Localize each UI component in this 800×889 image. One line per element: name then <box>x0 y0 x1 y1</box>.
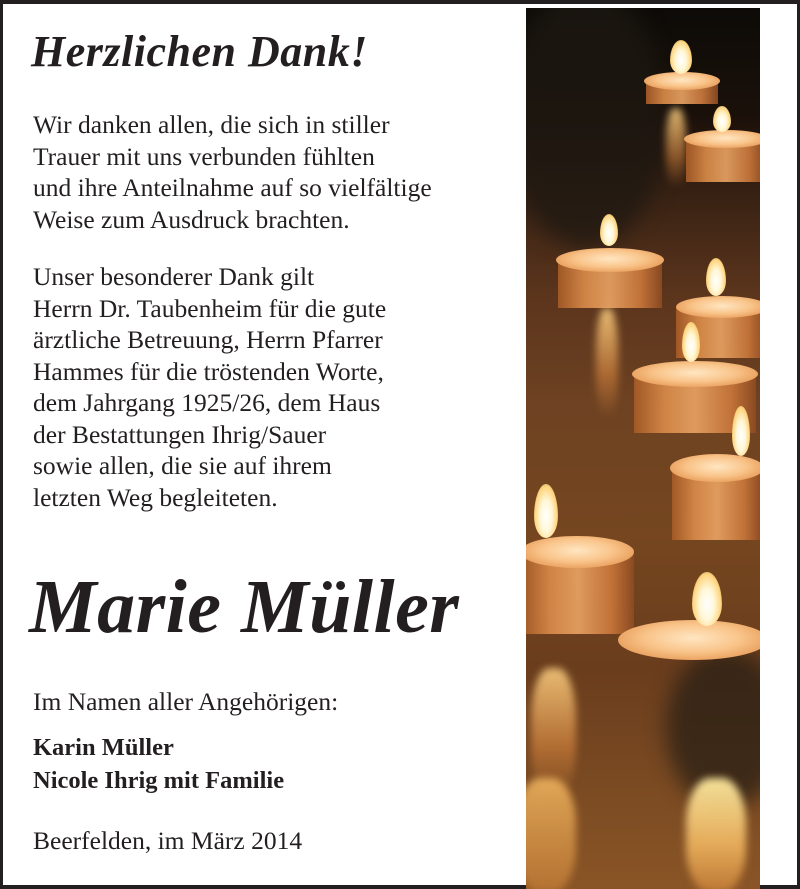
flame-icon <box>600 214 618 246</box>
candle-top <box>644 72 720 90</box>
candle-top <box>676 296 760 318</box>
paragraph-line: Unser besonderer Dank gilt <box>33 262 315 291</box>
paragraph-line: letzten Weg begleiteten. <box>33 482 278 512</box>
paragraph-line: ärztliche Betreuung, Herrn Pfarrer <box>33 325 383 354</box>
paragraph-line: und ihre Anteilnahme auf so vielfältige <box>33 173 432 202</box>
thanks-paragraph <box>33 109 432 235</box>
candle-top <box>670 454 760 482</box>
candle-top <box>632 361 758 387</box>
paragraph-line: dem Jahrgang 1925/26, dem Haus <box>33 388 381 417</box>
candle-reflection <box>686 778 746 889</box>
paragraph-line: Trauer mit uns verbunden fühlten <box>33 141 375 171</box>
paragraph-line: Weise zum Ausdruck brachten. <box>33 204 350 234</box>
paragraph-line: Hammes für die tröstenden Worte, <box>33 356 384 386</box>
deceased-name: Marie Müller <box>29 565 460 649</box>
flame-icon <box>670 40 692 74</box>
candle-reflection <box>526 778 576 889</box>
signer-name: Karin Müller <box>33 734 174 761</box>
paragraph-line: der Bestattungen Ihrig/Sauer <box>33 419 327 449</box>
place-date: Beerfelden, im März 2014 <box>33 826 303 855</box>
candle-top <box>556 248 664 272</box>
special-thanks-paragraph <box>33 261 386 513</box>
flame-icon <box>692 572 722 626</box>
signers-list <box>33 731 284 797</box>
candle-top <box>684 130 760 148</box>
heading: Herzlichen Dank! <box>31 27 368 76</box>
candle-top <box>618 620 760 660</box>
signer-name: Nicole Ihrig mit Familie <box>33 767 285 794</box>
paragraph-line: Wir danken allen, die sich in stiller <box>33 110 390 139</box>
photo-shadow <box>526 8 666 248</box>
flame-icon <box>713 106 731 132</box>
on-behalf-label: Im Namen aller Angehörigen: <box>33 687 339 716</box>
paragraph-line: sowie allen, die sie auf ihrem <box>33 451 332 480</box>
paragraph-line: Herrn Dr. Taubenheim für die gute <box>33 293 387 323</box>
candles-photo <box>526 8 760 889</box>
flame-icon <box>534 484 558 538</box>
flame-icon <box>706 258 726 296</box>
candle-reflection <box>666 108 686 188</box>
candle-reflection <box>596 308 618 418</box>
flame-icon <box>682 322 700 362</box>
